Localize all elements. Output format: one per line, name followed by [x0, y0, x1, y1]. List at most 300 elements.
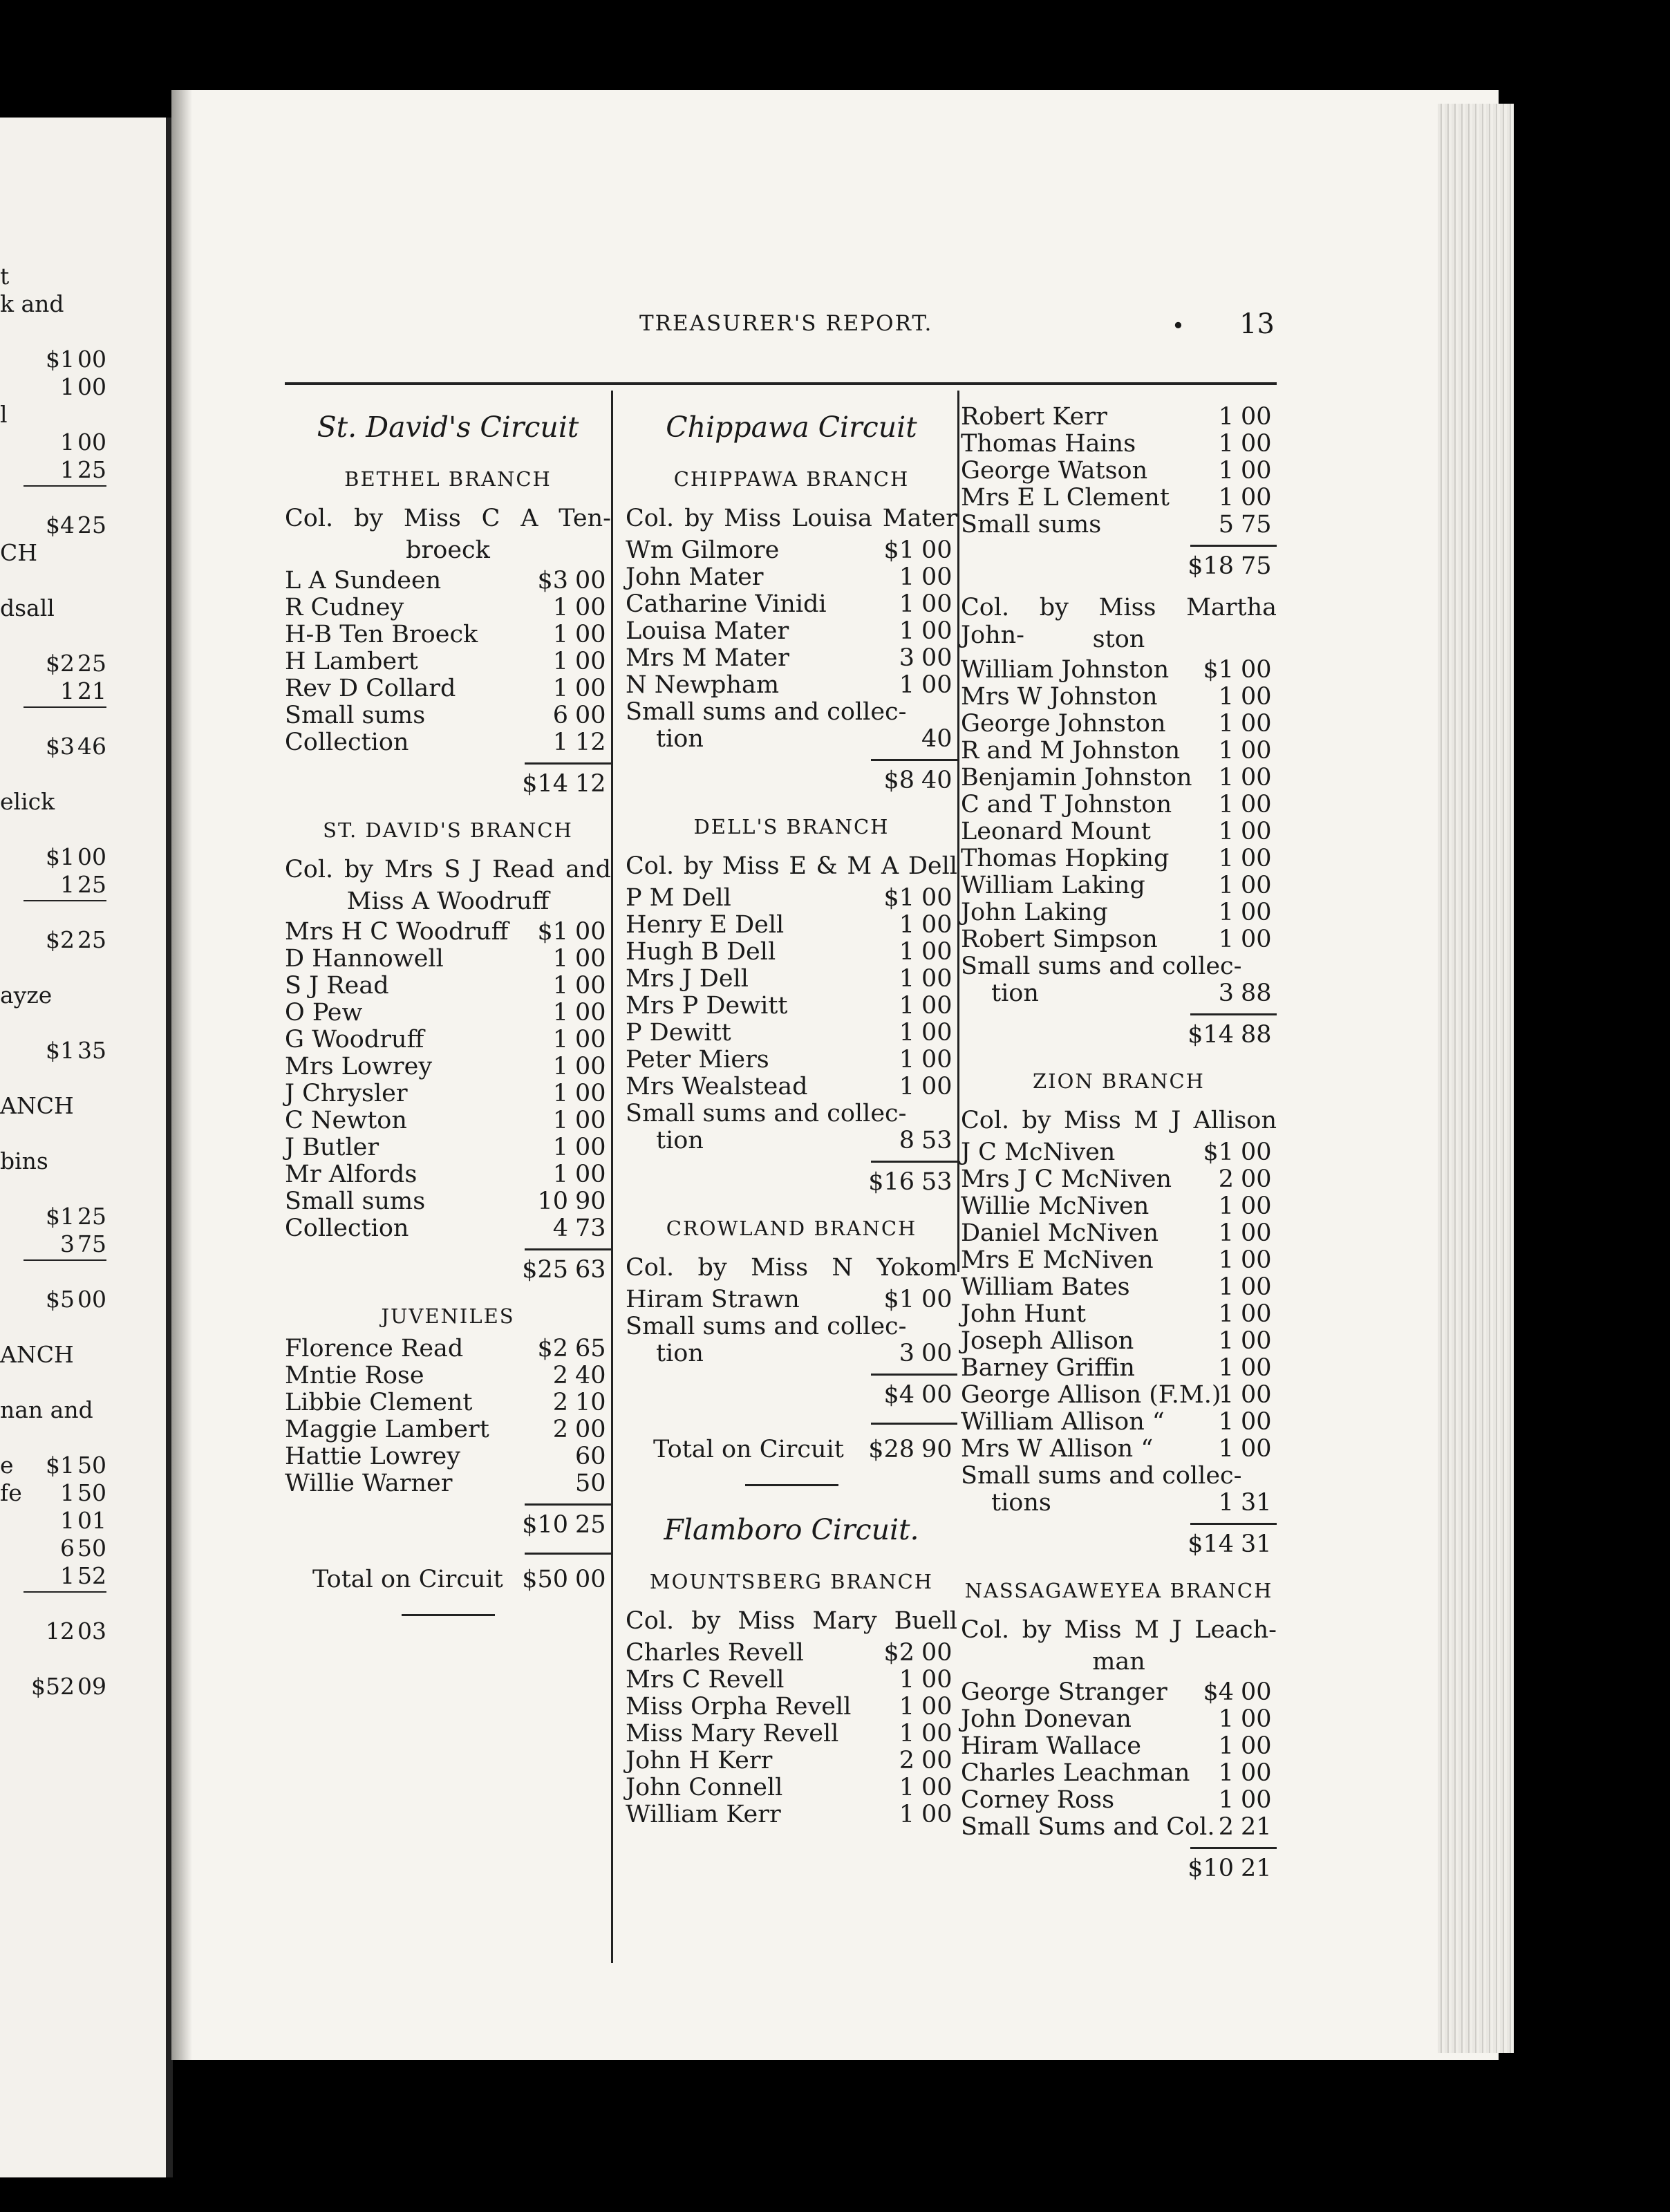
amount-dollars: 1: [552, 594, 568, 621]
amount-dollars: 2: [1218, 1813, 1234, 1841]
amount-dollars: 1: [1218, 1246, 1234, 1274]
subtotal-row: [285, 770, 611, 805]
contribution-row: [961, 1435, 1277, 1462]
fragment-text: ayze: [0, 982, 53, 1009]
fragment-cents: 50: [77, 1479, 106, 1506]
fragment-text: elick: [0, 788, 55, 815]
fragment-sum-rule: [24, 1591, 106, 1593]
contribution-row: [626, 617, 957, 644]
amount-dollars: 1: [899, 1073, 914, 1100]
collector-line: Col. by Miss C A Ten-: [285, 505, 611, 532]
contribution-row: [961, 710, 1277, 737]
contribution-row: [961, 845, 1277, 872]
amount-dollars: 1: [1218, 1219, 1234, 1247]
column-divider: [611, 391, 613, 1963]
amount-dollars: 1: [1218, 1381, 1234, 1409]
amount-cents: 12: [575, 729, 606, 756]
subtotal-row: [626, 1168, 957, 1203]
page-edges: [1438, 104, 1514, 2053]
amount-cents: 00: [921, 1693, 953, 1721]
fragment-cents: 25: [77, 871, 106, 898]
amount-cents: 00: [575, 1134, 606, 1161]
amount-cents: 53: [921, 1127, 953, 1154]
left-fragment-row: [0, 622, 166, 650]
contributor-name: tion: [656, 1127, 704, 1154]
amount-cents: 00: [1241, 791, 1272, 818]
fragment-dollars: 12: [46, 1618, 75, 1644]
subtotal-row: [961, 1855, 1277, 1889]
sum-rule: [871, 759, 957, 761]
amount-cents: 00: [1241, 764, 1272, 791]
left-fragment-row: [0, 816, 166, 843]
column-divider: [957, 391, 959, 1272]
amount-dollars: 1: [552, 675, 568, 702]
left-fragment-row: [0, 1092, 166, 1120]
contributor-name: Mrs M Mater: [626, 644, 789, 672]
amount-cents: 00: [575, 1161, 606, 1188]
amount-dollars: $14: [1188, 1530, 1234, 1558]
amount-dollars: 1: [899, 992, 914, 1020]
page-number: 13: [1239, 308, 1275, 340]
amount-dollars: 1: [1218, 1354, 1234, 1382]
contribution-row: [285, 621, 611, 648]
contribution-row: [285, 1470, 611, 1497]
fragment-sum-rule: [24, 900, 106, 901]
contribution-row: [961, 656, 1277, 683]
contributor-name: Charles Leachman: [961, 1759, 1190, 1787]
amount-dollars: $1: [883, 884, 914, 912]
amount-cents: 00: [1241, 1219, 1272, 1247]
amount-cents: 00: [1241, 1732, 1272, 1760]
contributor-name: Small sums and collec-: [961, 953, 1242, 980]
left-fragment-row: [0, 1673, 166, 1700]
contributor-name: Leonard Mount: [961, 818, 1151, 845]
contributor-name: Small sums and collec-: [626, 1313, 907, 1340]
amount-cents: 00: [575, 594, 606, 621]
fragment-cents: 52: [77, 1562, 106, 1589]
fragment-text: ANCH: [0, 1092, 74, 1119]
sum-rule: [525, 1553, 611, 1555]
fragment-dollars: 1: [60, 677, 75, 704]
contribution-row: [285, 972, 611, 999]
collector-line: Col. by Miss E & M A Dell: [626, 852, 957, 880]
amount-dollars: 1: [1218, 737, 1234, 765]
column-1: [285, 398, 611, 1631]
contributor-name: Maggie Lambert: [285, 1416, 489, 1443]
contribution-row: [961, 926, 1277, 953]
amount-cents: 00: [1241, 1408, 1272, 1436]
amount-dollars: 1: [1218, 1408, 1234, 1436]
contribution-row: [961, 511, 1277, 538]
left-fragment-row: [0, 1203, 166, 1230]
contribution-row: [626, 1073, 957, 1100]
amount-dollars: 1: [552, 1080, 568, 1107]
contribution-row: [961, 899, 1277, 926]
contributor-name: L A Sundeen: [285, 567, 442, 594]
contributor-name: Corney Ross: [961, 1786, 1115, 1814]
fragment-dollars: $1: [46, 346, 75, 373]
amount-cents: 00: [921, 1340, 953, 1367]
amount-cents: 00: [575, 1080, 606, 1107]
contributor-name: Joseph Allison: [961, 1327, 1134, 1355]
amount-cents: 00: [921, 1381, 953, 1409]
amount-dollars: 1: [552, 972, 568, 1000]
fragment-dollars: 1: [60, 456, 75, 483]
branch-heading: MOUNTSBERG BRANCH: [649, 1570, 934, 1593]
amount-dollars: 2: [552, 1389, 568, 1416]
amount-cents: 31: [1241, 1489, 1272, 1517]
fragment-dollars: $3: [46, 733, 75, 760]
contribution-row: [285, 648, 611, 675]
circuit-total-row: [285, 1560, 611, 1600]
left-fragment-row: [0, 1120, 166, 1147]
amount-cents: 00: [921, 1286, 953, 1313]
contribution-row: [961, 818, 1277, 845]
amount-cents: 25: [575, 1511, 606, 1539]
left-fragment-row: [0, 705, 166, 733]
contributor-name: Hiram Strawn: [626, 1286, 800, 1313]
contribution-row: [961, 1192, 1277, 1219]
amount-cents: 40: [575, 1362, 606, 1389]
left-page-fragments: [0, 263, 166, 1700]
contribution-row: [961, 1678, 1277, 1705]
contributor-name: Small sums and collec-: [961, 1462, 1242, 1490]
section-separator: [626, 1470, 957, 1501]
contributor-name: Small sums and collec-: [626, 1100, 907, 1127]
amount-cents: 00: [921, 563, 953, 591]
amount-dollars: 1: [1218, 845, 1234, 872]
contribution-row: [626, 1720, 957, 1747]
section-separator: [285, 1600, 611, 1631]
contributor-name: Mrs Wealstead: [626, 1073, 808, 1100]
fragment-dollars: 1: [60, 1479, 75, 1506]
contribution-row: [626, 536, 957, 563]
amount-cents: 00: [575, 1026, 606, 1053]
contributor-name: H-B Ten Broeck: [285, 621, 478, 648]
amount-cents: 21: [1241, 1813, 1272, 1841]
contribution-row: [285, 918, 611, 945]
contribution-row: [961, 1759, 1277, 1786]
contributor-name: Robert Kerr: [961, 403, 1107, 431]
fragment-cents: 25: [77, 926, 106, 953]
left-fragment-row: [0, 1562, 166, 1590]
fragment-dollars: 3: [60, 1230, 75, 1257]
amount-dollars: 1: [899, 1046, 914, 1074]
fragment-cents: 25: [77, 512, 106, 538]
contribution-row: [961, 1273, 1277, 1300]
contribution-row: [285, 1080, 611, 1107]
contribution-row: [285, 1188, 611, 1215]
contribution-row: [626, 1639, 957, 1666]
contribution-row: [285, 1443, 611, 1470]
contributor-name: John Hunt: [961, 1300, 1086, 1328]
contributor-name: tion: [991, 980, 1039, 1007]
contributor-name: George Allison (F.M.): [961, 1381, 1221, 1409]
contributor-name: Mrs E McNiven: [961, 1246, 1154, 1274]
left-fragment-row: [0, 567, 166, 594]
amount-cents: 65: [575, 1335, 606, 1362]
amount-cents: 00: [575, 1107, 606, 1134]
amount-dollars: 1: [899, 1019, 914, 1047]
amount-dollars: $25: [522, 1256, 568, 1284]
contributor-name: Mrs W Allison “: [961, 1435, 1154, 1463]
branch-heading: CHIPPAWA BRANCH: [673, 467, 910, 491]
column-2: [626, 398, 957, 1828]
contribution-row: [961, 1300, 1277, 1327]
amount-dollars: 1: [552, 1107, 568, 1134]
amount-cents: 00: [1241, 1246, 1272, 1274]
left-fragment-row: [0, 733, 166, 760]
branch-heading: NASSAGAWEYEA BRANCH: [964, 1579, 1273, 1602]
amount-dollars: 1: [1218, 683, 1234, 711]
contributor-name: R Cudney: [285, 594, 404, 621]
amount-cents: 00: [575, 945, 606, 973]
amount-dollars: 2: [552, 1362, 568, 1389]
amount-cents: 00: [921, 1666, 953, 1694]
left-fragment-row: [0, 594, 166, 622]
amount-cents: 00: [1241, 484, 1272, 512]
contribution-row: [285, 1389, 611, 1416]
head-bullet: •: [1172, 312, 1185, 339]
amount-dollars: $3: [537, 567, 568, 594]
contributor-name: Charles Revell: [626, 1639, 804, 1667]
contributor-name: Mrs P Dewitt: [626, 992, 788, 1020]
contributor-name: J C McNiven: [961, 1138, 1116, 1166]
amount-dollars: 1: [1218, 818, 1234, 845]
amount-cents: 75: [1241, 511, 1272, 538]
contribution-row: [626, 1019, 957, 1046]
amount-dollars: 1: [1218, 1435, 1234, 1463]
collector-line: Col. by Miss N Yokom: [626, 1254, 957, 1282]
contributor-name: R and M Johnston: [961, 737, 1181, 765]
subtotal-row: [285, 1511, 611, 1546]
contribution-row: [961, 403, 1277, 430]
amount-cents: 00: [1241, 1354, 1272, 1382]
amount-dollars: 1: [552, 621, 568, 648]
fragment-text: t: [0, 263, 10, 290]
amount-cents: 53: [921, 1168, 953, 1196]
amount-cents: 90: [921, 1436, 953, 1463]
sum-rule: [1190, 1847, 1277, 1849]
contributor-name: Florence Read: [285, 1335, 464, 1362]
contributor-name: Miss Orpha Revell: [626, 1693, 852, 1721]
collector-line: Col. by Miss Louisa Mater: [626, 505, 957, 532]
contribution-row: [285, 1416, 611, 1443]
amount-cents: 00: [921, 590, 953, 618]
subtotal-row: [961, 552, 1277, 587]
contribution-row: [626, 1286, 957, 1313]
contributor-name: John H Kerr: [626, 1747, 773, 1774]
contributor-name: William Laking: [961, 872, 1145, 899]
fragment-text: fe: [0, 1479, 22, 1506]
fragment-dollars: 1: [60, 1507, 75, 1534]
contribution-row: [285, 999, 611, 1026]
fragment-text: bins: [0, 1147, 48, 1174]
left-fragment-row: [0, 926, 166, 954]
amount-cents: 00: [575, 1416, 606, 1443]
amount-cents: 00: [921, 536, 953, 564]
amount-dollars: 10: [537, 1188, 568, 1215]
contributor-name: John Donevan: [961, 1705, 1132, 1733]
left-fragment-row: [0, 1147, 166, 1175]
amount-cents: 00: [1241, 1435, 1272, 1463]
amount-cents: 00: [1241, 1705, 1272, 1733]
column-3: [961, 403, 1277, 1889]
left-fragment-row: [0, 290, 166, 318]
contributor-name: Hiram Wallace: [961, 1732, 1141, 1760]
fragment-text: CH: [0, 539, 38, 566]
left-fragment-row: [0, 429, 166, 456]
contributor-name: Rev D Collard: [285, 675, 456, 702]
amount-dollars: $8: [883, 767, 914, 794]
contribution-row: [961, 1219, 1277, 1246]
amount-dollars: 1: [552, 999, 568, 1027]
contribution-row: [961, 1786, 1277, 1813]
left-fragment-row: [0, 263, 166, 290]
contributor-name: Daniel McNiven: [961, 1219, 1158, 1247]
contributor-name: Hugh B Dell: [626, 938, 776, 966]
contribution-row: [961, 1381, 1277, 1408]
contribution-row: [961, 791, 1277, 818]
contributor-name: Louisa Mater: [626, 617, 789, 645]
left-fragment-row: [0, 1286, 166, 1313]
amount-dollars: 1: [1218, 764, 1234, 791]
left-fragment-row: [0, 1175, 166, 1203]
amount-cents: 00: [921, 644, 953, 672]
page-gutter-shadow: [171, 90, 192, 2060]
fragment-dollars: $5: [46, 1286, 75, 1313]
left-fragment-row: [0, 1452, 166, 1479]
left-fragment-row: [0, 1590, 166, 1618]
amount-dollars: $1: [537, 918, 568, 946]
fragment-dollars: $1: [46, 843, 75, 870]
amount-cents: 00: [1241, 1300, 1272, 1328]
contributor-name: D Hannowell: [285, 945, 444, 973]
amount-cents: 00: [921, 1801, 953, 1828]
contributor-name: William Allison “: [961, 1408, 1165, 1436]
amount-cents: 12: [575, 770, 606, 798]
fragment-text: l: [0, 401, 8, 428]
fragment-dollars: $2: [46, 650, 75, 677]
contribution-row: [285, 702, 611, 729]
amount-cents: 00: [1241, 710, 1272, 738]
collector-line-cont: broeck: [406, 536, 490, 564]
left-fragment-row: [0, 677, 166, 705]
collector-line-cont: man: [1092, 1648, 1145, 1676]
fragment-cents: 46: [77, 733, 106, 760]
amount-cents: 00: [921, 938, 953, 966]
fragment-dollars: 1: [60, 429, 75, 456]
amount-dollars: 1: [552, 1026, 568, 1053]
amount-cents: 00: [1241, 737, 1272, 765]
contribution-row: [285, 1134, 611, 1161]
contributor-name: Mntie Rose: [285, 1362, 424, 1389]
amount-cents: 00: [1241, 1138, 1272, 1166]
subtotal-row: [626, 1381, 957, 1416]
contributor-name: Thomas Hains: [961, 430, 1136, 458]
contributor-name: Collection: [285, 729, 409, 756]
amount-cents: 00: [575, 648, 606, 675]
left-fragment-row: [0, 982, 166, 1009]
contribution-row: [626, 992, 957, 1019]
contribution-row: [961, 1354, 1277, 1381]
contribution-row: [961, 484, 1277, 511]
amount-cents: 31: [1241, 1530, 1272, 1558]
left-fragment-row: [0, 650, 166, 677]
contributor-name: tion: [656, 725, 704, 753]
contributor-name: Mr Alfords: [285, 1161, 418, 1188]
amount-dollars: 6: [552, 702, 568, 729]
fragment-cents: 00: [77, 346, 106, 373]
left-fragment-row: [0, 1230, 166, 1258]
amount-cents: 00: [921, 617, 953, 645]
amount-dollars: 1: [899, 911, 914, 939]
left-fragment-row: [0, 1037, 166, 1065]
left-fragment-row: [0, 1424, 166, 1452]
contribution-row: [961, 1462, 1277, 1489]
contribution-row: [626, 725, 957, 752]
contributor-name: O Pew: [285, 999, 363, 1027]
circuit-heading: Flamboro Circuit.: [664, 1513, 919, 1546]
subtotal-row: [961, 1021, 1277, 1056]
amount-cents: 50: [575, 1470, 606, 1497]
contribution-row: [961, 872, 1277, 899]
left-fragment-row: [0, 373, 166, 401]
left-fragment-row: [0, 1258, 166, 1286]
fragment-dollars: 1: [60, 871, 75, 898]
amount-dollars: 1: [1218, 872, 1234, 899]
amount-dollars: 1: [552, 1134, 568, 1161]
contributor-name: Willie McNiven: [961, 1192, 1150, 1220]
fragment-cents: 25: [77, 1203, 106, 1230]
fragment-dollars: $52: [31, 1673, 75, 1700]
amount-dollars: 3: [899, 1340, 914, 1367]
left-fragment-row: [0, 1009, 166, 1037]
fragment-cents: 75: [77, 1230, 106, 1257]
sum-rule: [525, 762, 611, 765]
contribution-row: [285, 729, 611, 756]
amount-cents: 00: [921, 1774, 953, 1801]
subtotal-row: [285, 1256, 611, 1291]
contributor-name: Mrs C Revell: [626, 1666, 785, 1694]
fragment-cents: 09: [77, 1673, 106, 1700]
fragment-cents: 00: [77, 1286, 106, 1313]
contribution-row: [626, 1747, 957, 1774]
contributor-name: Wm Gilmore: [626, 536, 780, 564]
amount-cents: 88: [1241, 980, 1272, 1007]
amount-dollars: 1: [899, 671, 914, 699]
left-fragment-row: [0, 899, 166, 926]
left-fragment-row: [0, 1313, 166, 1341]
amount-dollars: 1: [1218, 1705, 1234, 1733]
contributor-name: tion: [656, 1340, 704, 1367]
contributor-name: Willie Warner: [285, 1470, 453, 1497]
branch-heading: BETHEL BRANCH: [344, 467, 552, 491]
sum-rule: [871, 1161, 957, 1163]
fragment-text: e: [0, 1452, 14, 1479]
amount-cents: 60: [575, 1443, 606, 1470]
amount-dollars: 2: [552, 1416, 568, 1443]
amount-cents: 21: [1241, 1855, 1272, 1882]
amount-cents: 00: [575, 972, 606, 1000]
fragment-cents: 50: [77, 1452, 106, 1479]
amount-cents: 40: [921, 725, 953, 753]
contributor-name: Benjamin Johnston: [961, 764, 1192, 791]
amount-dollars: 3: [1218, 980, 1234, 1007]
collector-line: Col. by Mrs S J Read and: [285, 856, 611, 883]
amount-cents: 00: [1241, 1786, 1272, 1814]
amount-cents: 00: [575, 999, 606, 1027]
